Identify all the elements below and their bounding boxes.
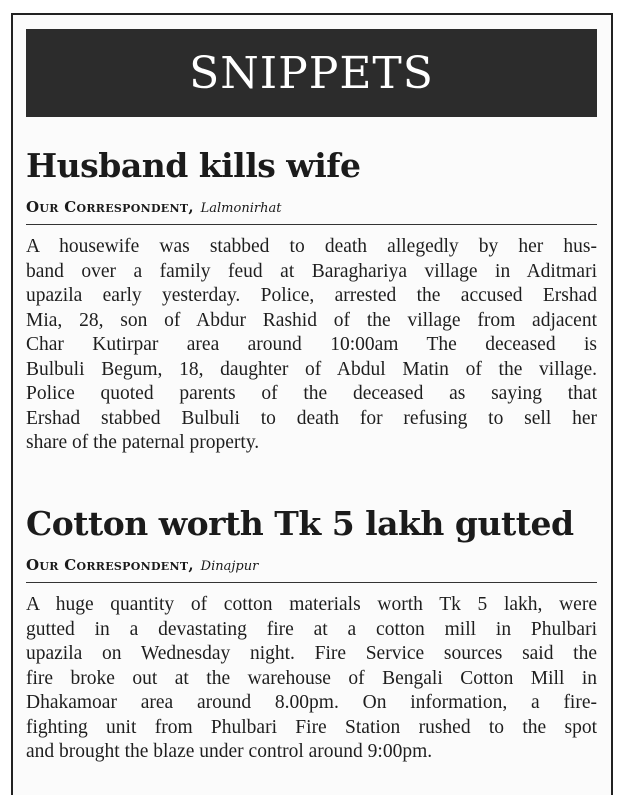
body-line: Bulbuli Begum, 18, daughter of Abdul Matin of the village. — [26, 358, 597, 380]
body-line: Mia, 28, son of Abdur Rashid of the village from adjacent — [26, 309, 597, 331]
story-husband-kills-wife — [26, 144, 597, 456]
section-title: SNIPPETS — [189, 47, 434, 99]
byline-correspondent: Our Correspondent, — [26, 556, 194, 574]
byline-location: Lalmonirhat — [200, 201, 282, 216]
story-body — [26, 235, 597, 456]
body-line: gutted in a devastating fire at a cotton mill in Phulbari — [26, 618, 597, 640]
body-line: band over a family feud at Baraghariya village in Aditmari — [26, 260, 597, 282]
section-banner — [26, 29, 597, 117]
body-line: share of the paternal property. — [26, 432, 260, 453]
body-line: fighting unit from Phulbari Fire Station rushed to the spot — [26, 716, 597, 738]
body-line: A housewife was stabbed to death allegedly by her hus- — [26, 236, 597, 257]
body-line: Ershad stabbed Bulbuli to death for refusing to sell her — [26, 407, 597, 429]
body-line: upazila on Wednesday night. Fire Service sources said the — [26, 643, 597, 664]
body-line: upazila early yesterday. Police, arrested the accused Ershad — [26, 285, 597, 306]
body-line: Char Kutirpar area around 10:00am The deceased is — [26, 334, 597, 355]
story-headline: Cotton worth Tk 5 lakh gutted — [26, 504, 574, 543]
story-body — [26, 593, 597, 765]
body-line: and brought the blaze under control around 9:00pm. — [26, 741, 433, 762]
body-line: fire broke out at the warehouse of Bengali Cotton Mill in — [26, 667, 597, 689]
body-line: Police quoted parents of the deceased as saying that — [26, 383, 597, 404]
story-cotton-fire — [26, 502, 597, 765]
story-headline: Husband kills wife — [26, 146, 361, 185]
byline-location: Dinajpur — [200, 559, 259, 574]
byline-correspondent: Our Correspondent, — [26, 198, 194, 216]
body-line: A huge quantity of cotton materials worth Tk 5 lakh, were — [26, 594, 597, 615]
story-byline — [26, 198, 597, 225]
body-line: Dhakamoar area around 8.00pm. On information, a fire- — [26, 692, 597, 713]
story-byline — [26, 556, 597, 583]
